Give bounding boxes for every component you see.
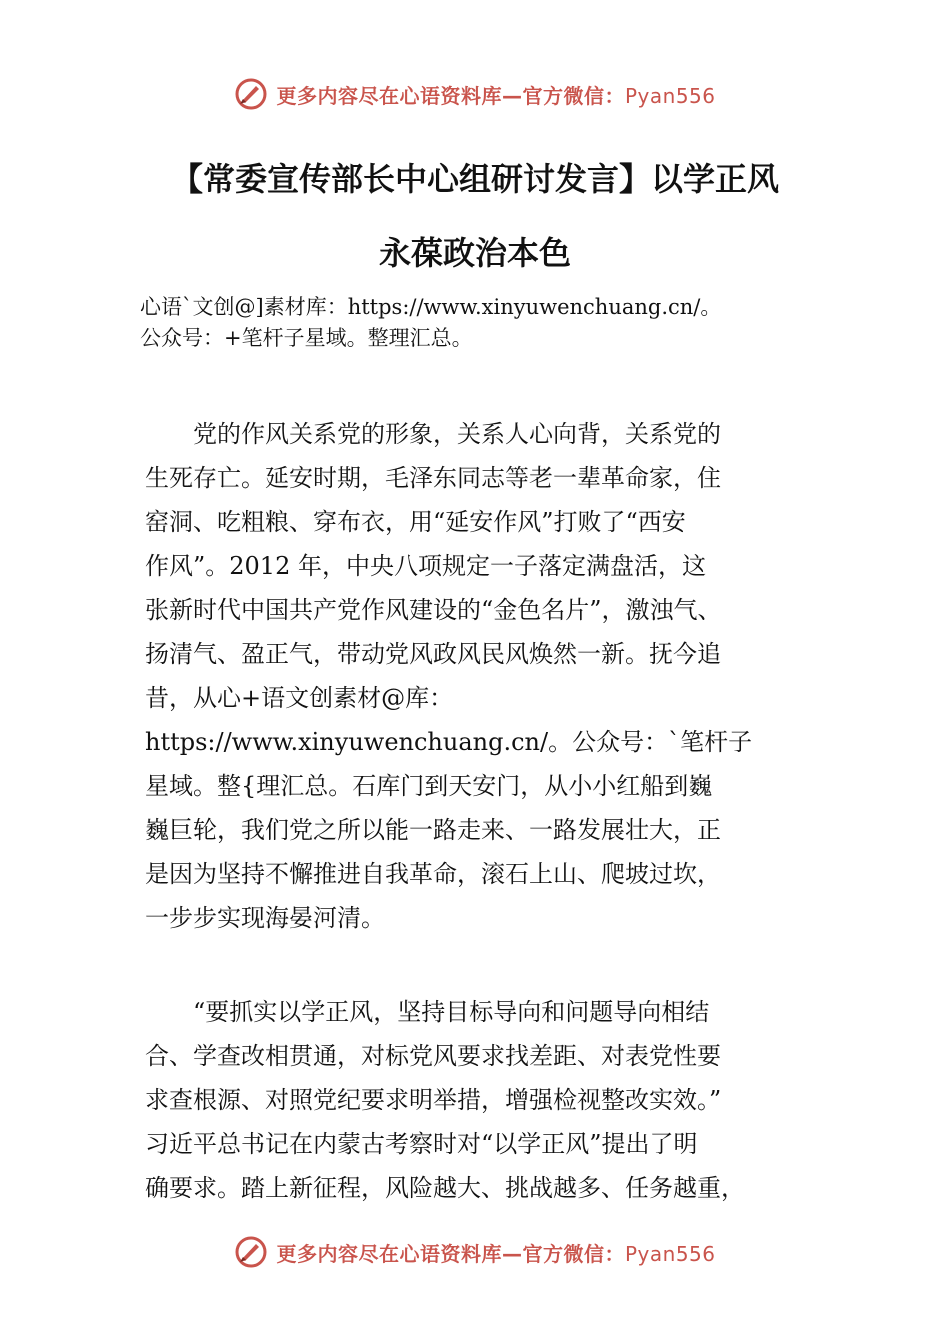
text-line: 作风”。2012 年，中央八项规定一子落定满盘活，这 bbox=[145, 552, 706, 580]
banner-text: 更多内容尽在心语资料库—官方微信：Pyan556 bbox=[276, 1241, 716, 1266]
text-line: 一步步实现海晏河清。 bbox=[145, 904, 385, 932]
quill-scroll-logo-icon bbox=[234, 77, 268, 111]
text-line: “要抓实以学正风，坚持目标导向和问题导向相结 bbox=[193, 998, 710, 1026]
source-line: 心语`文创@]素材库：https://www.xinyuwenchuang.cn/。 bbox=[140, 295, 722, 319]
text-line: 巍巨轮，我们党之所以能一路走来、一路发展壮大，正 bbox=[145, 816, 721, 844]
text-line: 求查根源、对照党纪要求明举措，增强检视整改实效。” bbox=[145, 1086, 722, 1114]
body-paragraph-1 bbox=[145, 412, 810, 940]
quill-scroll-logo-icon bbox=[234, 1235, 268, 1269]
text-line: 张新时代中国共产党作风建设的“金色名片”，激浊气、 bbox=[145, 596, 722, 624]
text-line: https://www.xinyuwenchuang.cn/。公众号：`笔杆子 bbox=[145, 728, 753, 756]
document-title-line-2: 永葆政治本色 bbox=[378, 234, 571, 272]
header-banner bbox=[0, 74, 950, 114]
text-line: 党的作风关系党的形象，关系人心向背，关系党的 bbox=[193, 420, 721, 448]
banner-text: 更多内容尽在心语资料库—官方微信：Pyan556 bbox=[276, 83, 716, 108]
text-line: 确要求。踏上新征程，风险越大、挑战越多、任务越重， bbox=[145, 1174, 745, 1202]
source-note bbox=[140, 292, 840, 354]
text-line: 是因为坚持不懈推进自我革命，滚石上山、爬坡过坎， bbox=[145, 860, 721, 888]
source-line: 公众号：+笔杆子星域。整理汇总。 bbox=[140, 326, 473, 350]
wechat-id: Pyan556 bbox=[624, 1241, 716, 1266]
wechat-id: Pyan556 bbox=[624, 83, 716, 108]
body-paragraph-2 bbox=[145, 990, 810, 1210]
text-line: 生死存亡。延安时期，毛泽东同志等老一辈革命家，住 bbox=[145, 464, 721, 492]
text-line: 窑洞、吃粗粮、穿布衣，用“延安作风”打败了“西安 bbox=[145, 508, 686, 536]
footer-banner bbox=[0, 1232, 950, 1272]
text-line: 星域。整{理汇总。石库门到天安门，从小小红船到巍 bbox=[145, 772, 713, 800]
text-line: 合、学查改相贯通，对标党风要求找差距、对表党性要 bbox=[145, 1042, 721, 1070]
text-line: 昔，从心+语文创素材@库： bbox=[145, 684, 454, 712]
text-line: 扬清气、盈正气，带动党风政风民风焕然一新。抚今追 bbox=[145, 640, 721, 668]
text-line: 习近平总书记在内蒙古考察时对“以学正风”提出了明 bbox=[145, 1130, 698, 1158]
document-title-line-1: 【常委宣传部长中心组研讨发言】以学正风 bbox=[170, 160, 779, 198]
